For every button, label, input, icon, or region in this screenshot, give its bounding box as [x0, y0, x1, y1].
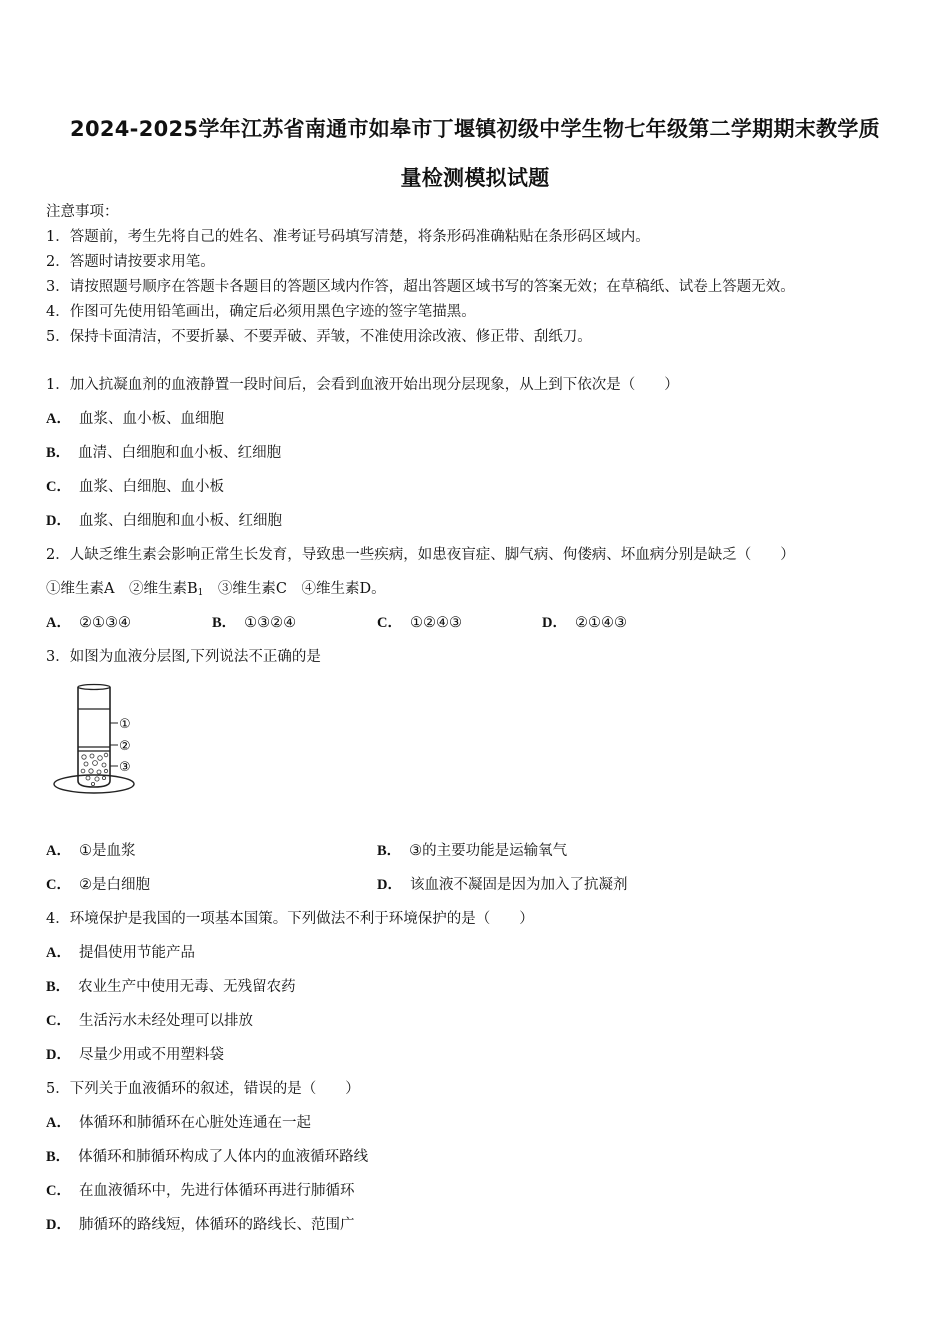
q5-stem: 5．下列关于血液循环的叙述，错误的是（ ）	[46, 1081, 360, 1097]
option-text: ②①④③	[574, 615, 627, 631]
option-letter: B．	[46, 979, 71, 995]
red-cell-layer-texture	[81, 753, 108, 785]
option-letter: D．	[46, 513, 71, 529]
q4-option-d	[46, 1045, 224, 1065]
q5-option-a	[46, 1113, 311, 1133]
option-letter: B．	[46, 445, 71, 461]
q3-option-a	[46, 841, 135, 861]
option-letter: A．	[46, 945, 71, 961]
option-letter: C．	[46, 877, 71, 893]
option-letter: A．	[46, 843, 71, 859]
option-letter: C．	[46, 479, 71, 495]
option-text: 提倡使用节能产品	[78, 945, 195, 961]
figure-label-1: ①	[119, 717, 131, 732]
q1-option-a	[46, 409, 224, 429]
notice-item-1: 1．答题前，考生先将自己的姓名、准考证号码填写清楚，将条形码准确粘贴在条形码区域内。	[46, 229, 650, 245]
option-letter: C．	[46, 1183, 71, 1199]
option-text: 血浆、白细胞和血小板、红细胞	[78, 513, 282, 529]
option-text: 在血液循环中，先进行体循环再进行肺循环	[78, 1183, 355, 1199]
q5-option-b	[46, 1147, 368, 1167]
option-letter: D．	[46, 1217, 71, 1233]
option-letter: D．	[46, 1047, 71, 1063]
option-letter: A．	[46, 615, 71, 631]
option-text: 该血液不凝固是因为加入了抗凝剂	[409, 877, 628, 893]
tube-outline	[78, 687, 110, 787]
q5-option-c	[46, 1181, 354, 1201]
vitamin-list-prefix: ①维生素A ②维生素B	[46, 581, 198, 597]
q2-option-a	[46, 613, 131, 633]
option-letter: A．	[46, 411, 71, 427]
blood-layer-test-tube-figure	[48, 683, 158, 803]
q5-option-d	[46, 1215, 354, 1235]
option-text: ①是血浆	[78, 843, 136, 859]
notice-heading: 注意事项：	[46, 204, 119, 220]
q2-option-c	[377, 613, 462, 633]
q1-option-d	[46, 511, 282, 531]
figure-label-3: ③	[119, 760, 131, 775]
option-text: 尽量少用或不用塑料袋	[78, 1047, 224, 1063]
q3-stem: 3．如图为血液分层图,下列说法不正确的是	[46, 649, 321, 665]
option-text: 生活污水未经处理可以排放	[78, 1013, 253, 1029]
option-text: 农业生产中使用无毒、无残留农药	[78, 979, 296, 995]
option-text: ②①③④	[78, 615, 131, 631]
figure-label-2: ②	[119, 739, 131, 754]
option-text: ③的主要功能是运输氧气	[409, 843, 568, 859]
q1-option-b	[46, 443, 281, 463]
q1-option-c	[46, 477, 224, 497]
option-letter: C．	[377, 615, 402, 631]
option-text: 体循环和肺循环构成了人体内的血液循环路线	[78, 1149, 369, 1165]
notice-item-4: 4．作图可先使用铅笔画出，确定后必须用黑色字迹的签字笔描黑。	[46, 304, 476, 320]
q1-stem: 1．加入抗凝血剂的血液静置一段时间后，会看到血液开始出现分层现象，从上到下依次是（ ）	[46, 377, 679, 393]
exam-title-line-2: 量检测模拟试题	[400, 166, 550, 190]
notice-item-5: 5．保持卡面清洁，不要折暴、不要弄破、弄皱，不准使用涂改液、修正带、刮纸刀。	[46, 329, 592, 345]
q2-option-d	[542, 613, 627, 633]
tube-mouth	[78, 685, 110, 690]
q3-option-b	[377, 841, 567, 861]
q2-vitamin-list	[46, 579, 386, 603]
option-letter: A．	[46, 1115, 71, 1131]
q3-option-c	[46, 875, 150, 895]
q4-option-b	[46, 977, 296, 997]
q2-option-b	[212, 613, 296, 633]
option-letter: B．	[212, 615, 237, 631]
option-text: ②是白细胞	[78, 877, 150, 893]
option-letter: B．	[46, 1149, 71, 1165]
vitamin-list-suffix: ③维生素C ④维生素D。	[203, 581, 386, 597]
q2-stem: 2．人缺乏维生素会影响正常生长发育，导致患一些疾病，如患夜盲症、脚气病、佝偻病、坏血病分别是缺乏（ ）	[46, 547, 795, 563]
vitamin-b-subscript: 1	[197, 588, 204, 598]
option-text: 血浆、血小板、血细胞	[78, 411, 224, 427]
option-text: 体循环和肺循环在心脏处连通在一起	[78, 1115, 311, 1131]
option-letter: D．	[377, 877, 402, 893]
q4-option-a	[46, 943, 195, 963]
option-letter: D．	[542, 615, 567, 631]
option-text: 肺循环的路线短，体循环的路线长、范围广	[78, 1217, 355, 1233]
option-text: 血清、白细胞和血小板、红细胞	[78, 445, 282, 461]
q4-option-c	[46, 1011, 253, 1031]
option-text: ①②④③	[409, 615, 462, 631]
option-text: 血浆、白细胞、血小板	[78, 479, 224, 495]
tube-stand-base	[54, 775, 134, 793]
notice-item-3: 3．请按照题号顺序在答题卡各题目的答题区域内作答，超出答题区域书写的答案无效；在草稿纸、试卷上答题无效。	[46, 279, 795, 295]
q3-option-d	[377, 875, 627, 895]
q4-stem: 4．环境保护是我国的一项基本国策。下列做法不利于环境保护的是（ ）	[46, 911, 534, 927]
option-letter: C．	[46, 1013, 71, 1029]
option-letter: B．	[377, 843, 402, 859]
exam-title-line-1: 2024-2025学年江苏省南通市如皋市丁堰镇初级中学生物七年级第二学期期末教学质	[70, 117, 880, 141]
notice-item-2: 2．答题时请按要求用笔。	[46, 254, 215, 270]
option-text: ①③②④	[244, 615, 297, 631]
